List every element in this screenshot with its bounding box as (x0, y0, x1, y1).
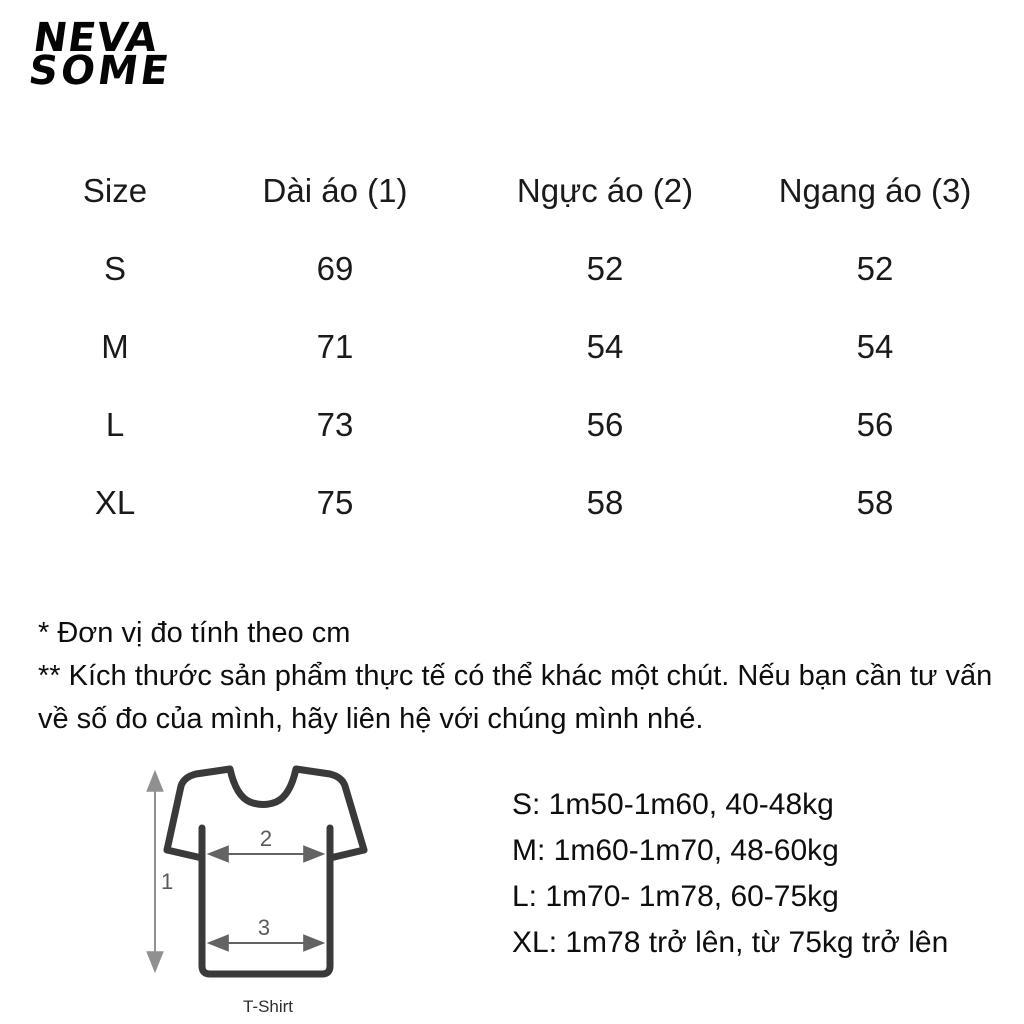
tshirt-sleeve-right-bottom (330, 850, 364, 858)
tshirt-sleeve-left-bottom (167, 850, 202, 858)
table-row-xl-width: 58 (856, 484, 894, 521)
table-row-m-width: 54 (856, 328, 894, 365)
table-row-l-width: 56 (856, 406, 894, 443)
column-header-chest: Ngực áo (2) (516, 172, 694, 209)
size-guide-s: S: 1m50-1m60, 40-48kg (512, 788, 834, 821)
brand-logo-line1: NEVA (30, 15, 161, 61)
note-units: * Đơn vị đo tính theo cm (38, 617, 351, 649)
table-row-m-size: M (101, 328, 129, 365)
size-guide (512, 782, 948, 966)
size-guide-xl: XL: 1m78 trở lên, từ 75kg trở lên (512, 925, 949, 959)
column-header-size: Size (82, 172, 148, 209)
chest-label: 2 (259, 826, 273, 851)
table-row-m-length: 71 (316, 328, 354, 365)
size-table (30, 152, 1010, 542)
note-disclaimer: ** Kích thước sản phẩm thực tế có thể khác một chút. Nếu bạn cần tư vấn về số đo của mình, hãy liên hệ với chúng mình nhé. (38, 660, 993, 736)
tshirt-measurement-diagram (130, 756, 410, 1024)
table-row-xl-size: XL (94, 484, 136, 521)
table-row-xl-length: 75 (316, 484, 354, 521)
size-guide-l: L: 1m70- 1m78, 60-75kg (512, 879, 839, 913)
length-label: 1 (161, 869, 174, 894)
table-row-l-chest: 56 (586, 406, 624, 443)
table-row-s-size: S (103, 250, 126, 287)
table-row-xl-chest: 58 (586, 484, 624, 521)
table-row-s-width: 52 (856, 250, 894, 287)
size-guide-m: M: 1m60-1m70, 48-60kg (512, 833, 839, 867)
brand-logo-line2: SOME (25, 48, 175, 95)
table-row-m-chest: 54 (586, 328, 624, 365)
diagram-caption: T-Shirt (242, 997, 294, 1016)
column-header-width: Ngang áo (3) (778, 172, 972, 209)
brand-logo (25, 15, 178, 95)
table-row-l-size: L (105, 406, 125, 443)
table-row-s-chest: 52 (586, 250, 624, 287)
column-header-length: Dài áo (1) (262, 172, 408, 209)
table-row-s-length: 69 (316, 250, 354, 287)
notes-block (38, 612, 1000, 742)
width-label: 3 (257, 915, 271, 940)
table-row-l-length: 73 (316, 406, 354, 443)
